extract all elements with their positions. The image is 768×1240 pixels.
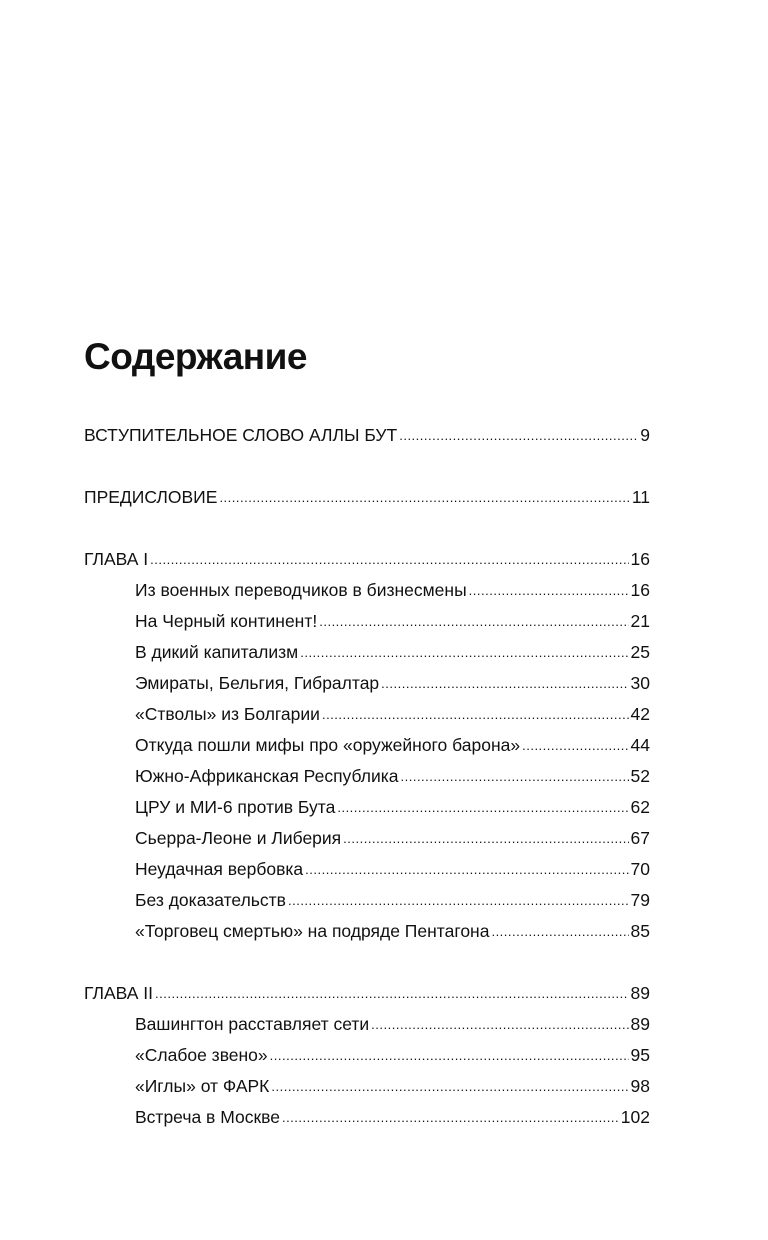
toc-entry-title: Из военных переводчиков в бизнесмены bbox=[135, 580, 467, 600]
toc-entry-page: 79 bbox=[630, 890, 650, 910]
toc-entry-title: На Черный континент! bbox=[135, 611, 318, 631]
toc-entry-title: ЦРУ и МИ-6 против Бута bbox=[135, 797, 336, 817]
dot-leader bbox=[522, 729, 628, 761]
toc-subentry bbox=[84, 575, 650, 606]
dot-leader bbox=[337, 791, 628, 823]
toc-subentry bbox=[84, 1040, 650, 1071]
toc-entry-page: 89 bbox=[630, 983, 650, 1003]
toc-entry-title: Сьерра-Леоне и Либерия bbox=[135, 828, 342, 848]
toc-subentry bbox=[84, 1009, 650, 1040]
toc-entry-title: Южно-Африканская Республика bbox=[135, 766, 399, 786]
toc-entry-page: 67 bbox=[630, 828, 650, 848]
dot-leader bbox=[282, 1101, 619, 1133]
toc-subentry bbox=[84, 668, 650, 699]
toc-entry-title: ПРЕДИСЛОВИЕ bbox=[84, 487, 218, 507]
dot-leader bbox=[270, 1039, 629, 1071]
toc-subentry bbox=[84, 637, 650, 668]
toc-subentry bbox=[84, 699, 650, 730]
toc-subentry bbox=[84, 885, 650, 916]
toc-entry-title: Откуда пошли мифы про «оружейного барона» bbox=[135, 735, 521, 755]
toc-entry-page: 62 bbox=[630, 797, 650, 817]
toc-entry-page: 30 bbox=[630, 673, 650, 693]
toc-entry-page: 98 bbox=[630, 1076, 650, 1096]
toc-entry-page: 11 bbox=[631, 487, 650, 507]
toc-subentry bbox=[84, 761, 650, 792]
dot-leader bbox=[305, 853, 628, 885]
toc-entry-title: ГЛАВА I bbox=[84, 549, 149, 569]
toc-entry-title: ГЛАВА II bbox=[84, 983, 154, 1003]
page-title: Содержание bbox=[84, 336, 307, 377]
toc-subentry bbox=[84, 792, 650, 823]
toc-entry-title: Встреча в Москве bbox=[135, 1107, 280, 1127]
dot-leader bbox=[155, 977, 629, 1009]
toc-entry-title: «Стволы» из Болгарии bbox=[135, 704, 320, 724]
toc-entry-page: 89 bbox=[630, 1014, 650, 1034]
dot-leader bbox=[381, 667, 628, 699]
dot-leader bbox=[219, 481, 629, 513]
toc-entry-title: Вашингтон расставляет сети bbox=[135, 1014, 370, 1034]
toc-subentry bbox=[84, 916, 650, 947]
toc-entry bbox=[84, 420, 650, 451]
dot-leader bbox=[399, 419, 638, 451]
dot-leader bbox=[491, 915, 628, 947]
dot-leader bbox=[288, 884, 629, 916]
toc-entry-title: Неудачная вербовка bbox=[135, 859, 304, 879]
toc-chapter-heading bbox=[84, 978, 650, 1009]
toc-entry-page: 25 bbox=[630, 642, 650, 662]
toc-entry-page: 102 bbox=[620, 1107, 650, 1127]
dot-leader bbox=[343, 822, 628, 854]
dot-leader bbox=[469, 574, 629, 606]
toc-entry-title: «Слабое звено» bbox=[135, 1045, 268, 1065]
toc-subentry bbox=[84, 1071, 650, 1102]
toc-entry-title: «Торговец смертью» на подряде Пентагона bbox=[135, 921, 490, 941]
toc-subentry bbox=[84, 730, 650, 761]
dot-leader bbox=[300, 636, 628, 668]
table-of-contents bbox=[84, 420, 650, 1133]
toc-entry-page: 52 bbox=[630, 766, 650, 786]
dot-leader bbox=[271, 1070, 628, 1102]
toc-subentry bbox=[84, 854, 650, 885]
toc-entry-title: Без доказательств bbox=[135, 890, 286, 910]
toc-entry-page: 21 bbox=[630, 611, 650, 631]
toc-entry-page: 16 bbox=[630, 580, 650, 600]
dot-leader bbox=[401, 760, 629, 792]
toc-subentry bbox=[84, 1102, 650, 1133]
toc-entry-page: 70 bbox=[630, 859, 650, 879]
toc-entry-page: 42 bbox=[630, 704, 650, 724]
toc-entry bbox=[84, 482, 650, 513]
dot-leader bbox=[150, 543, 628, 575]
toc-entry-page: 95 bbox=[630, 1045, 650, 1065]
toc-subentry bbox=[84, 823, 650, 854]
toc-entry-page: 44 bbox=[630, 735, 650, 755]
toc-entry-title: «Иглы» от ФАРК bbox=[135, 1076, 270, 1096]
toc-entry-title: Эмираты, Бельгия, Гибралтар bbox=[135, 673, 380, 693]
toc-entry-title: В дикий капитализм bbox=[135, 642, 299, 662]
dot-leader bbox=[371, 1008, 628, 1040]
toc-entry-title: ВСТУПИТЕЛЬНОЕ СЛОВО АЛЛЫ БУТ bbox=[84, 425, 398, 445]
toc-entry-page: 16 bbox=[630, 549, 650, 569]
dot-leader bbox=[319, 605, 628, 637]
toc-subentry bbox=[84, 606, 650, 637]
dot-leader bbox=[322, 698, 629, 730]
toc-chapter-heading bbox=[84, 544, 650, 575]
toc-entry-page: 9 bbox=[640, 425, 650, 445]
toc-entry-page: 85 bbox=[630, 921, 650, 941]
